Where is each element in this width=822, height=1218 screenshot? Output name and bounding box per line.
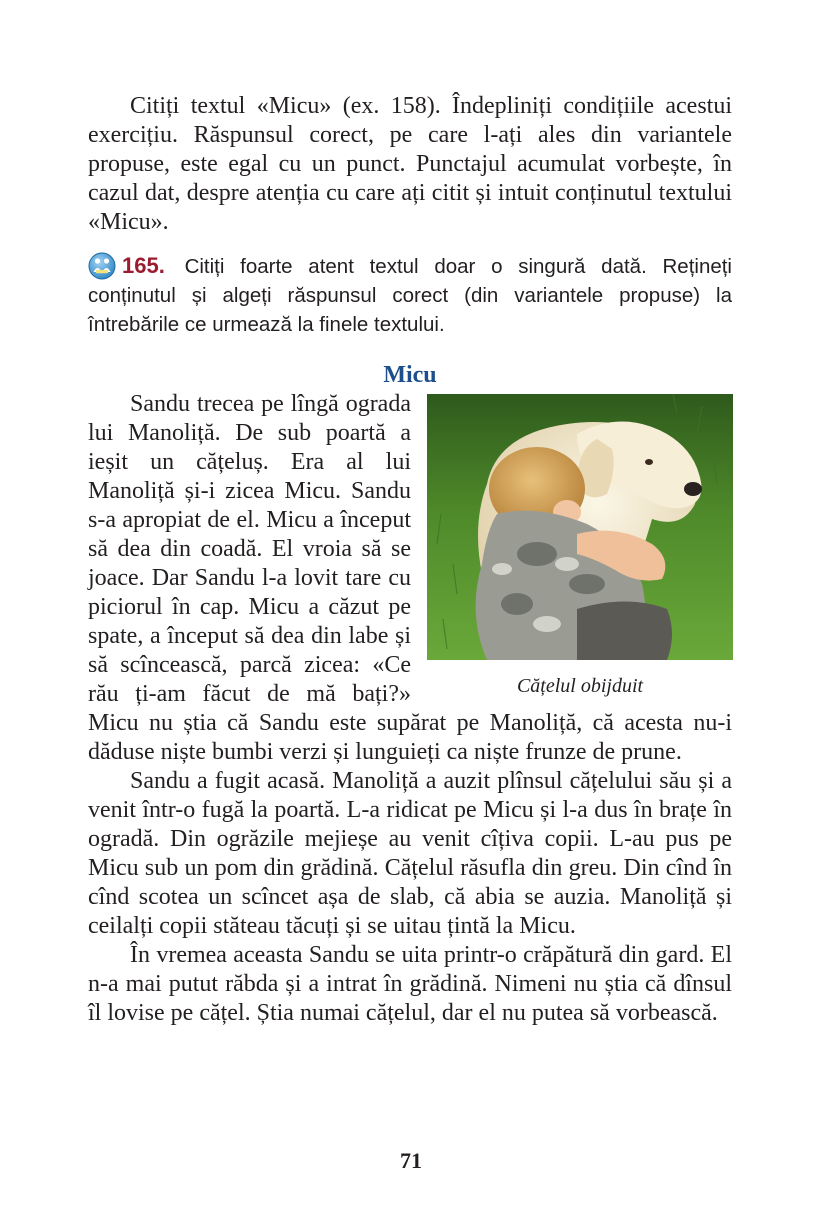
story-text xyxy=(88,390,732,1028)
story-title: Micu xyxy=(383,361,437,388)
page-number: 71 xyxy=(400,1148,422,1173)
story-paragraph-1: Sandu trecea pe lîngă ograda lui Manoliță. De sub poartă a ieșit un cățeluș. Era al lui Manoliță și-i zicea Micu. Sandu s-a apropiat de el. Micu a început să dea din coadă. El vroia să se joace. Dar Sandu l-a lovit tare cu piciorul în cap. Micu a căzut pe spate, a început să dea din labe și să scîncească, parcă zicea: «Ce rău ți-am făcut de mă bați?» Micu nu știa că Sandu este supărat pe Manoliță, că acesta nu-i dăduse niște bumbi verzi și lunguieți ca niște frunze de prune. xyxy=(88,390,732,765)
intro-paragraph: Citiți textul «Micu» (ex. 158). Îndepliniți condițiile acestui exercițiu. Răspunsul corect, pe care l-ați ales din variantele propuse, este egal cu un punct. Punctajul acumulat vorbește, în cazul dat, despre atenția cu care ați citit și intuit conținutul textului «Micu». xyxy=(88,93,732,235)
story-paragraph-2: Sandu a fugit acasă. Manoliță a auzit plînsul cățelului său și a venit într-o fugă la poartă. L-a ridicat pe Micu și l-a dus în brațe în ogradă. Din ogrăzile mejieșe au venit cîțiva copii. L-au pus pe Micu sub un pom din grădină. Cățelul răsufla din greu. Din cînd în cînd scotea un scîncet așa de slab, că abia se auzia. Manoliță și ceilalți copii stăteau tăcuți și se uitau țintă la Micu. xyxy=(88,767,732,939)
reading-pair-icon xyxy=(88,252,116,280)
story-figure xyxy=(427,394,733,698)
story-paragraph-3: În vremea aceasta Sandu se uita printr-o crăpătură din gard. El n-a mai putut răbda și a intrat în grădină. Nimeni nu știa că dînsul îl lovise pe cățel. Știa numai cățelul, dar el nu putea să vorbească. xyxy=(88,941,732,1026)
page-content xyxy=(88,92,732,1028)
exercise-number: 165. xyxy=(122,253,165,278)
boy-hugging-dog-photo xyxy=(427,394,733,660)
exercise-165 xyxy=(88,251,732,339)
figure-caption: Cățelul obijduit xyxy=(516,674,644,697)
exercise-text: Citiți foarte atent textul doar o singură dată. Rețineți conținutul și algeți răspunsul corect (din variantele propuse) la întrebările ce urmează la finele textului. xyxy=(88,255,732,336)
